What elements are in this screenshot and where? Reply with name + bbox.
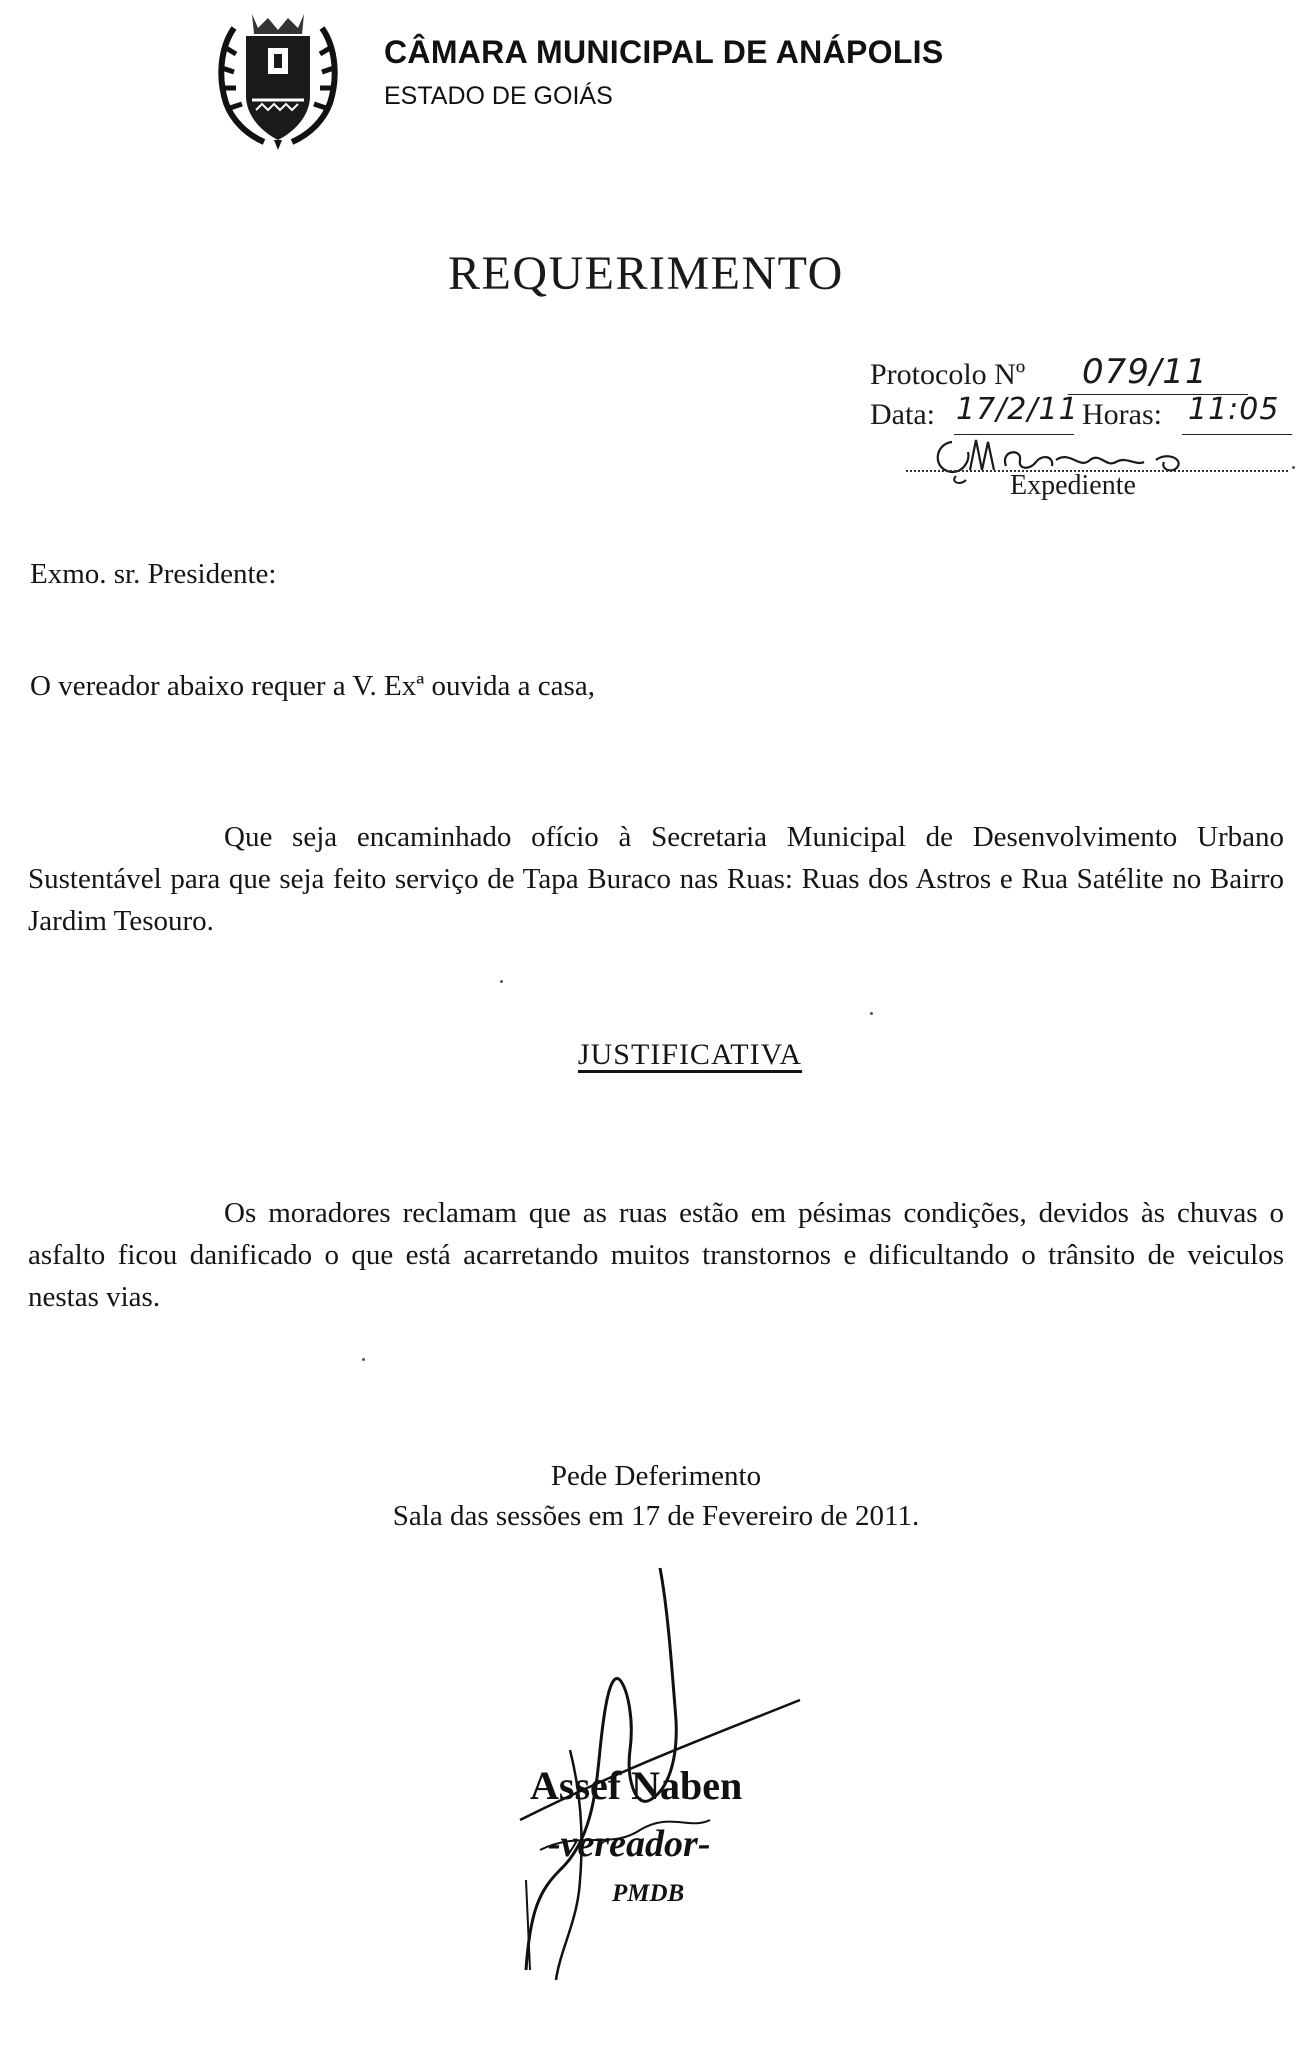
scan-speck xyxy=(1292,466,1295,469)
date-label: Data: xyxy=(870,398,935,431)
justification-text: Os moradores reclamam que as ruas estão em pésimas condições, devidos às chuvas o asfalto ficou danificado o que está acarretando muitos transtornos e dificultando o trânsito de veiculos nestas vias. xyxy=(28,1197,1284,1313)
closing-line: Pede Deferimento xyxy=(550,1460,762,1492)
signatory-role: -vereador- xyxy=(548,1823,711,1865)
hours-value: 11:05 xyxy=(1188,392,1280,427)
organization-name: CÂMARA MUNICIPAL DE ANÁPOLIS xyxy=(384,34,944,70)
hours-label: Horas: xyxy=(1082,398,1162,431)
request-paragraph xyxy=(28,816,1284,942)
organization-state: ESTADO DE GOIÁS xyxy=(384,82,613,110)
scan-speck xyxy=(362,1358,365,1361)
protocol-stamp xyxy=(870,352,1310,512)
justification-paragraph xyxy=(28,1192,1284,1318)
document-title: REQUERIMENTO xyxy=(448,247,844,300)
department-label: Expediente xyxy=(1010,470,1136,501)
date-value: 17/2/11 xyxy=(956,392,1079,427)
protocol-label: Protocolo Nº xyxy=(870,358,1026,391)
scan-speck xyxy=(870,1012,873,1015)
opening-line: O vereador abaixo requer a V. Exª ouvida a casa, xyxy=(30,670,595,702)
justification-heading-row xyxy=(0,1038,1312,1072)
salutation: Exmo. sr. Presidente: xyxy=(30,558,277,590)
municipal-coat-of-arms-icon xyxy=(212,8,344,150)
request-text: Que seja encaminhado ofício à Secretaria Municipal de Desenvolvimento Urbano Sustentável para que seja feito serviço de Tapa Buraco nas Ruas: Ruas dos Astros e Rua Satélite no Bairro Jardim Tesouro. xyxy=(28,821,1284,937)
scan-speck xyxy=(500,980,503,983)
justification-heading: JUSTIFICATIVA xyxy=(577,1038,803,1071)
signatory-name: Assef Naben xyxy=(530,1763,743,1808)
place-date-line: Sala das sessões em 17 de Fevereiro de 2011. xyxy=(392,1500,920,1532)
signatory-party: PMDB xyxy=(612,1880,685,1907)
protocol-value: 079/11 xyxy=(1082,352,1208,392)
